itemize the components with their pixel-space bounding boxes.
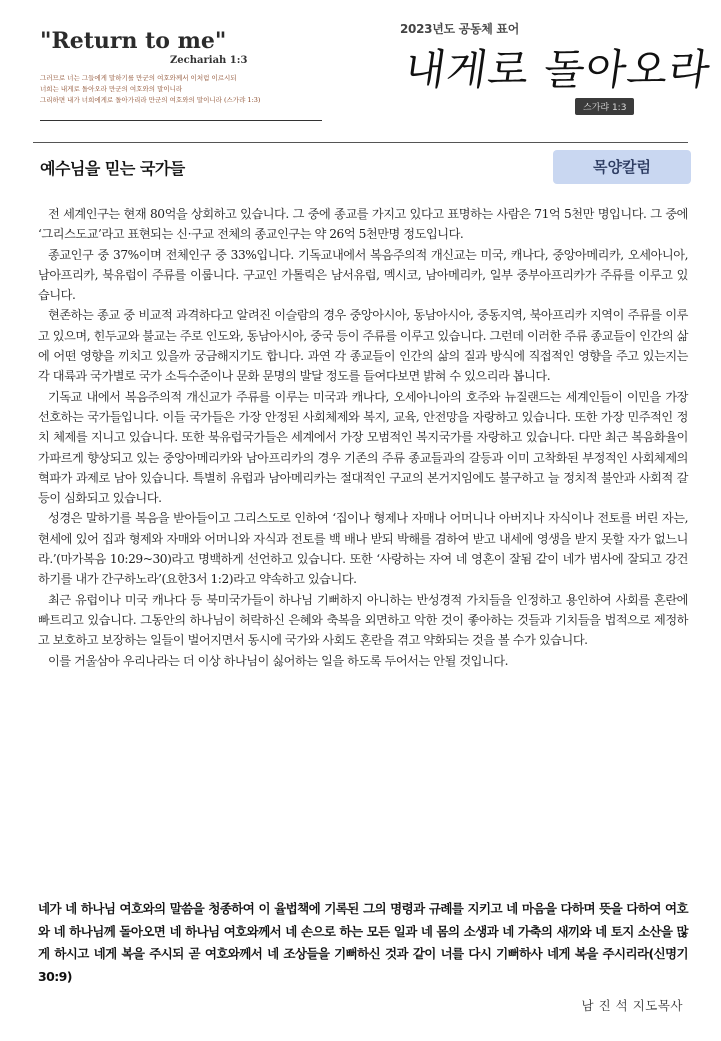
paragraph: 기독교 내에서 복음주의적 개신교가 주류를 이루는 미국과 캐나다, 오세아니아의 호주와 뉴질랜드는 세계인들이 이민을 가장 선호하는 국가들입니다. 이들 국가들은 가장 안정된 사회체제와 복지, 교육, 안전망을 자랑하고 있습니다. 또한 가장 민주적인 정치 체제를 지니고 있습니다. 또한 북유럽국가들은 세계에서 가장 모범적인 복지국가를 자랑하고 있습니다. 다만 최근 복음화율이 가파르게 향상되고 있는 중앙아메리카와 남아프리카의 경우 기존의 주류 종교들과의 갈등과 이미 고착화된 부정적인 사회체제의 혁파가 과제로 남아 있습니다. 특별히 유럽과 남아메리카는 절대적인 구교의 본거지임에도 불구하고 늘 정치적 불안과 사회적 갈등이 심화되고 있습니다. bbox=[38, 389, 688, 506]
section-divider bbox=[33, 142, 688, 143]
motto-line: 그리하면 내가 너희에게로 돌아가리라 만군의 여호와의 말이니라 (스가랴 1:3) bbox=[40, 96, 261, 104]
paragraph: 이를 거울삼아 우리나라는 더 이상 하나님이 싫어하는 일을 하도록 두어서는 안될 것입니다. bbox=[48, 653, 509, 668]
category-badge: 목양칼럼 bbox=[553, 150, 691, 184]
scripture-quote: 네가 네 하나님 여호와의 말씀을 청종하여 이 율법책에 기록된 그의 명령과 규례를 지키고 네 마음을 다하며 뜻을 다하여 여호와 네 하나님께 돌아오면 네 하나님 여호와께서 네 손으로 하는 모든 일과 네 몸의 소생과 네 가축의 새끼와 네 토지 소산을 많게 하시고 네게 복을 주시되 곧 여호와께서 네 조상들을 기뻐하신 것과 같이 너를 다시 기뻐하사 네게 복을 주시리라(신명기 30:9) bbox=[38, 901, 688, 984]
paragraph: 최근 유럽이나 미국 캐나다 등 북미국가들이 하나님 기뻐하지 아니하는 반성경적 가치들을 인정하고 용인하여 사회를 혼란에 빠트리고 있습니다. 그동안의 하나님이 허락하신 은혜와 축복을 외면하고 악한 것이 좋아하는 것들과 기치들을 법적으로 제정하고 보호하고 보장하는 일들이 벌어지면서 동시에 국가와 사회도 혼란을 겪고 약화되는 것을 볼 수가 있습니다. bbox=[38, 592, 688, 648]
motto-reference: Zechariah 1:3 bbox=[170, 55, 248, 66]
article-body bbox=[38, 204, 688, 671]
theme-calligraphy: 내게로 돌아오라 bbox=[401, 45, 714, 94]
author-signature: 남 진 석 지도목사 bbox=[581, 998, 683, 1013]
theme-reference-badge: 스가랴 1:3 bbox=[575, 98, 634, 115]
paragraph: 종교인구 중 37%이며 전체인구 중 33%입니다. 기독교내에서 복음주의적 개신교는 미국, 캐나다, 중앙아메리카, 오세아니아, 남아프리카, 북유럽이 주류를 이룹니다. 구교인 가톨릭은 남서유럽, 멕시코, 남아메리카, 일부 중부아프리카가 주류를 이루고 있습니다. bbox=[38, 247, 688, 303]
motto-line: 너희는 내게로 돌아오라 만군의 여호와의 말이니라 bbox=[40, 85, 183, 93]
paragraph: 전 세계인구는 현재 80억을 상회하고 있습니다. 그 중에 종교를 가지고 있다고 표명하는 사람은 71억 5천만 명입니다. 그 중에 ‘그리스도교’라고 표현되는 신·구교 전체의 종교인구는 약 26억 5천만명 정도입니다. bbox=[38, 207, 688, 242]
paragraph: 성경은 말하기를 복음을 받아들이고 그리스도로 인하여 ‘집이나 형제나 자매나 어머니나 아버지나 자식이나 전토를 버린 자는, 현세에 있어 집과 형제와 자매와 어머니와 자식과 전토를 백 배나 받되 박해를 겸하여 받고 내세에 영생을 받지 못할 자가 없느니라.’(마가복음 10:29~30)라고 명백하게 선언하고 있습니다. 또한 ‘사랑하는 자여 네 영혼이 잘됨 같이 네가 범사에 잘되고 강건하기를 내가 간구하노라’(요한3서 1:2)라고 약속하고 있습니다. bbox=[38, 511, 688, 587]
motto-title: "Return to me" bbox=[40, 28, 227, 54]
motto-line: 그러므로 너는 그들에게 말하기를 만군의 여호와께서 이처럼 이르시되 bbox=[40, 74, 237, 82]
header-rule bbox=[40, 120, 322, 121]
paragraph: 현존하는 종교 중 비교적 과격하다고 알려진 이슬람의 경우 중앙아시아, 동남아시아, 중동지역, 북아프리카 지역이 주류를 이루고 있으며, 힌두교와 불교는 주로 인도와, 동남아시아, 중국 등이 주류를 이루고 있습니다. 그런데 이러한 주류 종교들이 인간의 삶에 어떤 영향을 끼치고 있을까 궁금해지기도 합니다. 과연 각 종교들이 인간의 삶의 질과 방식에 직접적인 영향을 주고 있는지는 각 대륙과 국가별로 국가 소득수준이나 문화 문명의 발달 정도를 들여다보면 밝혀 수 있으리라 봅니다. bbox=[38, 308, 688, 384]
motto-verse bbox=[40, 73, 340, 106]
page-header bbox=[0, 0, 721, 140]
article-title: 예수님을 믿는 국가들 bbox=[40, 159, 185, 178]
theme-label: 2023년도 공동체 표어 bbox=[400, 22, 519, 36]
